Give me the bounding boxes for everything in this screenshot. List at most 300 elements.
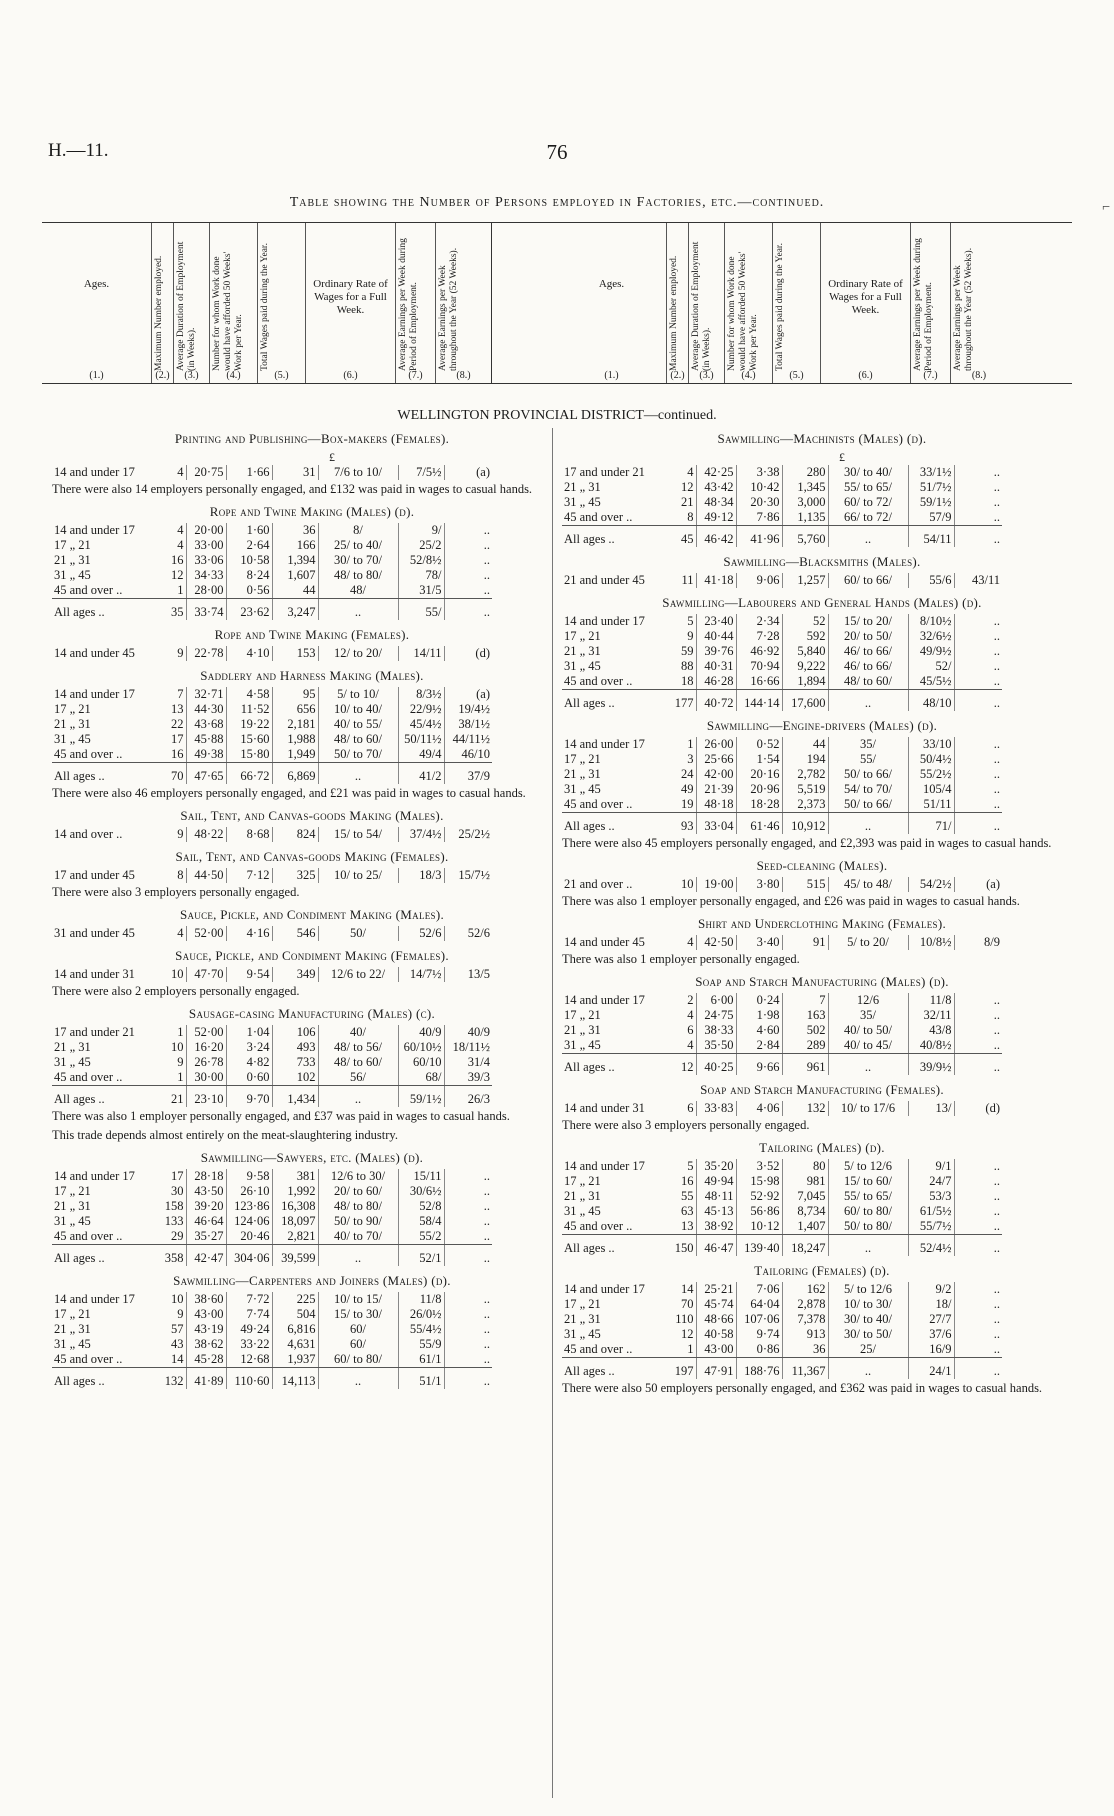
value-cell: .. bbox=[483, 1374, 490, 1388]
value-cell: .. bbox=[993, 480, 1000, 494]
value-cell: 45/5½ bbox=[908, 674, 954, 690]
value-cell: 20·96 bbox=[736, 782, 782, 797]
age-cell: 14 and under 31 bbox=[564, 1101, 645, 1115]
value-cell: 12 bbox=[672, 480, 696, 495]
value-cell: 45/4½ bbox=[398, 717, 444, 732]
value-cell: 50/11½ bbox=[398, 732, 444, 747]
table-section bbox=[562, 916, 1082, 967]
value-cell: 22·78 bbox=[186, 646, 226, 661]
value-cell: 21 bbox=[672, 495, 696, 510]
section-heading: Saddlery and Harness Making (Males). bbox=[200, 668, 424, 683]
section-heading: Sawmilling—Engine-drivers (Males) (d). bbox=[706, 718, 938, 733]
value-cell: 21·39 bbox=[696, 782, 736, 797]
value-cell: 17 bbox=[162, 732, 186, 747]
column-header-label: Average Earnings per Week during Period of Employment. bbox=[913, 238, 934, 371]
value-cell: 7·72 bbox=[226, 1292, 272, 1307]
table-section bbox=[52, 1273, 572, 1389]
age-cell: 14 and under 17 bbox=[54, 465, 135, 479]
value-cell: 50/ to 66/ bbox=[828, 797, 908, 813]
column-header-1 bbox=[42, 223, 152, 383]
value-cell: 25·21 bbox=[696, 1282, 736, 1297]
value-cell: 28·18 bbox=[186, 1169, 226, 1184]
age-cell: All ages .. bbox=[564, 532, 615, 546]
value-cell: 7/6 to 10/ bbox=[318, 465, 398, 480]
value-cell: 2·64 bbox=[226, 538, 272, 553]
value-cell: 25/ to 40/ bbox=[318, 538, 398, 553]
value-cell: 20·00 bbox=[186, 523, 226, 538]
value-cell: 38/1½ bbox=[458, 717, 490, 731]
value-cell: .. bbox=[828, 1054, 908, 1076]
value-cell: .. bbox=[318, 1368, 398, 1390]
value-cell: 46/ to 66/ bbox=[828, 644, 908, 659]
value-cell: 80 bbox=[782, 1159, 828, 1174]
table-row bbox=[562, 465, 1002, 480]
value-cell: 9·66 bbox=[736, 1054, 782, 1076]
value-cell: 35 bbox=[162, 599, 186, 621]
value-cell: 1·66 bbox=[226, 465, 272, 480]
table-row bbox=[562, 1038, 1002, 1054]
table-section bbox=[52, 504, 572, 620]
value-cell: 61/1 bbox=[398, 1352, 444, 1368]
age-cell: 31 „ 45 bbox=[564, 782, 601, 796]
section-heading: Sawmilling—Labourers and General Hands (Males) (d). bbox=[662, 595, 982, 610]
age-cell: 14 and under 17 bbox=[564, 993, 645, 1007]
value-cell: 49·38 bbox=[186, 747, 226, 763]
table-section bbox=[562, 431, 1082, 547]
value-cell: .. bbox=[483, 1184, 490, 1198]
value-cell: (d) bbox=[475, 646, 490, 660]
column-headers-left bbox=[42, 223, 557, 383]
value-cell: 25/ bbox=[828, 1342, 908, 1358]
value-cell: 48/ to 60/ bbox=[318, 732, 398, 747]
value-cell: 15/ to 60/ bbox=[828, 1174, 908, 1189]
data-table bbox=[562, 614, 1002, 711]
value-cell: 139·40 bbox=[736, 1235, 782, 1257]
value-cell: .. bbox=[954, 1219, 1002, 1235]
total-row bbox=[562, 690, 1002, 712]
age-cell: 45 and over .. bbox=[562, 1219, 672, 1235]
column-header-label: Number for whom Work done would have afforded 50 Weeks' Work per Year. bbox=[727, 251, 759, 371]
value-cell: 54/ to 70/ bbox=[828, 782, 908, 797]
age-cell: 17 „ 21 bbox=[564, 1297, 601, 1311]
value-cell: 1,394 bbox=[272, 553, 318, 568]
column-header-number: (8.) bbox=[971, 370, 987, 381]
value-cell: 289 bbox=[782, 1038, 828, 1054]
right-column bbox=[562, 428, 1082, 1403]
value-cell: 4 bbox=[162, 465, 186, 480]
column-header-4 bbox=[725, 223, 773, 383]
column-divider bbox=[552, 428, 553, 1798]
value-cell: 26·00 bbox=[696, 737, 736, 752]
table-row bbox=[52, 1025, 492, 1040]
value-cell: .. bbox=[483, 1199, 490, 1213]
value-cell: 8·68 bbox=[226, 827, 272, 842]
data-table bbox=[52, 827, 492, 842]
value-cell: 51/7½ bbox=[908, 480, 954, 495]
age-cell: 14 and under 17 bbox=[54, 523, 135, 537]
value-cell: 5/ to 12/6 bbox=[828, 1282, 908, 1297]
value-cell: 29 bbox=[162, 1229, 186, 1245]
page-ref: H.—11. bbox=[48, 140, 109, 161]
age-cell: 14 and under 17 bbox=[564, 614, 645, 628]
value-cell: 30/ to 40/ bbox=[828, 1312, 908, 1327]
value-cell: 197 bbox=[672, 1358, 696, 1380]
value-cell: 10/ to 40/ bbox=[318, 702, 398, 717]
table-row bbox=[562, 1023, 1002, 1038]
value-cell: 46/ to 66/ bbox=[828, 659, 908, 674]
value-cell: 19 bbox=[672, 797, 696, 813]
section-note: There were also 3 employers personally engaged. bbox=[52, 885, 300, 899]
value-cell: 10·42 bbox=[736, 480, 782, 495]
data-table bbox=[52, 868, 492, 883]
age-cell: 31 „ 45 bbox=[564, 495, 601, 509]
age-cell: 21 „ 31 bbox=[54, 1040, 91, 1054]
value-cell: .. bbox=[318, 763, 398, 785]
value-cell: 158 bbox=[162, 1199, 186, 1214]
total-row bbox=[52, 1368, 492, 1390]
value-cell: 132 bbox=[782, 1101, 828, 1116]
value-cell: 39,599 bbox=[272, 1245, 318, 1267]
column-header-label: Maximum Number employed. bbox=[669, 255, 679, 371]
value-cell: 40·31 bbox=[696, 659, 736, 674]
table-row bbox=[562, 573, 1002, 588]
value-cell: .. bbox=[318, 599, 398, 621]
table-row bbox=[52, 538, 492, 553]
age-cell: 17 „ 21 bbox=[54, 702, 91, 716]
value-cell: 47·91 bbox=[696, 1358, 736, 1380]
value-cell: .. bbox=[993, 696, 1000, 710]
table-row bbox=[52, 568, 492, 583]
data-table bbox=[52, 523, 492, 620]
value-cell: 45·74 bbox=[696, 1297, 736, 1312]
value-cell: 40·58 bbox=[696, 1327, 736, 1342]
value-cell: .. bbox=[993, 1204, 1000, 1218]
age-cell: 14 and over .. bbox=[54, 827, 123, 841]
value-cell: 1,607 bbox=[272, 568, 318, 583]
value-cell: 44 bbox=[272, 583, 318, 599]
value-cell: 26/3 bbox=[467, 1092, 490, 1106]
value-cell: 18/ bbox=[908, 1297, 954, 1312]
table-row bbox=[52, 523, 492, 538]
value-cell: 50/ bbox=[318, 926, 398, 941]
value-cell: 15·60 bbox=[226, 732, 272, 747]
age-cell: 14 and under 17 bbox=[564, 1282, 645, 1296]
value-cell: 52/4½ bbox=[908, 1235, 954, 1257]
age-cell: 45 and over .. bbox=[52, 1070, 162, 1086]
value-cell: 14 bbox=[162, 1352, 186, 1368]
value-cell: 1,257 bbox=[782, 573, 828, 588]
value-cell: 45 bbox=[672, 526, 696, 548]
value-cell: 153 bbox=[272, 646, 318, 661]
value-cell: 30/ to 40/ bbox=[828, 465, 908, 480]
value-cell: 34·33 bbox=[186, 568, 226, 583]
value-cell: 3·38 bbox=[736, 465, 782, 480]
value-cell: 26·78 bbox=[186, 1055, 226, 1070]
value-cell: .. bbox=[993, 1327, 1000, 1341]
table-row bbox=[52, 1184, 492, 1199]
value-cell: 12 bbox=[672, 1327, 696, 1342]
table-section bbox=[52, 668, 572, 801]
column-header-1 bbox=[557, 223, 667, 383]
column-header-number: (7.) bbox=[408, 370, 423, 381]
value-cell: .. bbox=[318, 1086, 398, 1108]
value-cell: 55/2½ bbox=[908, 767, 954, 782]
value-cell: 39·20 bbox=[186, 1199, 226, 1214]
column-header-label: Ordinary Rate of Wages for a Full Week. bbox=[828, 278, 903, 316]
value-cell: 11 bbox=[672, 573, 696, 588]
column-header-number: (4.) bbox=[741, 370, 756, 381]
age-cell: 31 „ 45 bbox=[54, 1337, 91, 1351]
age-cell: 31 „ 45 bbox=[54, 568, 91, 582]
value-cell: 23·62 bbox=[226, 599, 272, 621]
data-table bbox=[562, 573, 1002, 588]
column-header-6 bbox=[821, 223, 911, 383]
value-cell: 1 bbox=[672, 737, 696, 752]
value-cell: 12 bbox=[162, 568, 186, 583]
column-header-8 bbox=[436, 223, 492, 383]
value-cell: 16 bbox=[162, 553, 186, 568]
value-cell: 225 bbox=[272, 1292, 318, 1307]
value-cell: 40/8½ bbox=[908, 1038, 954, 1054]
data-table bbox=[52, 646, 492, 661]
column-header-2 bbox=[152, 223, 174, 383]
value-cell: 1,135 bbox=[782, 510, 828, 526]
table-section bbox=[52, 808, 572, 842]
value-cell: .. bbox=[483, 1251, 490, 1265]
value-cell: 60/ to 80/ bbox=[318, 1352, 398, 1368]
value-cell: 55/ bbox=[828, 752, 908, 767]
table-section bbox=[562, 1140, 1082, 1256]
value-cell: 9 bbox=[162, 1055, 186, 1070]
value-cell: 25/2 bbox=[398, 538, 444, 553]
value-cell: 42·00 bbox=[696, 767, 736, 782]
table-row bbox=[52, 465, 492, 480]
value-cell: 10 bbox=[162, 967, 186, 982]
age-cell: 17 „ 21 bbox=[54, 1184, 91, 1198]
column-header-label: Average Duration of Employment (in Weeks). bbox=[176, 241, 197, 371]
value-cell: 15/ to 30/ bbox=[318, 1307, 398, 1322]
value-cell: 33·04 bbox=[696, 813, 736, 835]
value-cell: 12·68 bbox=[226, 1352, 272, 1368]
section-heading: Sawmilling—Blacksmiths (Males). bbox=[723, 554, 921, 569]
value-cell: 41·89 bbox=[186, 1368, 226, 1390]
value-cell: 49·12 bbox=[696, 510, 736, 526]
value-cell: 43·00 bbox=[696, 1342, 736, 1358]
value-cell: 43·68 bbox=[186, 717, 226, 732]
value-cell: 5/ to 10/ bbox=[318, 687, 398, 702]
age-cell: 21 and under 45 bbox=[564, 573, 645, 587]
value-cell: 38·33 bbox=[696, 1023, 736, 1038]
value-cell: .. bbox=[954, 674, 1002, 690]
value-cell: 10/ to 25/ bbox=[318, 868, 398, 883]
column-header-7 bbox=[911, 223, 951, 383]
value-cell: 2·34 bbox=[736, 614, 782, 629]
table-row bbox=[562, 1219, 1002, 1235]
value-cell: 46·92 bbox=[736, 644, 782, 659]
value-cell: 45/ to 48/ bbox=[828, 877, 908, 892]
age-cell: 21 and over .. bbox=[564, 877, 633, 891]
value-cell: 43·42 bbox=[696, 480, 736, 495]
age-cell: All ages .. bbox=[54, 1092, 105, 1106]
value-cell: 39/9½ bbox=[908, 1054, 954, 1076]
value-cell: 63 bbox=[672, 1204, 696, 1219]
value-cell: 16 bbox=[672, 1174, 696, 1189]
value-cell: 52·92 bbox=[736, 1189, 782, 1204]
value-cell: 60/10½ bbox=[398, 1040, 444, 1055]
value-cell: 124·06 bbox=[226, 1214, 272, 1229]
table-row bbox=[562, 737, 1002, 752]
column-header-number: (7.) bbox=[923, 370, 938, 381]
value-cell: 1 bbox=[672, 1342, 696, 1358]
section-note: There was also 1 employer personally engaged. bbox=[562, 952, 800, 966]
total-row bbox=[562, 1235, 1002, 1257]
value-cell: 55/ bbox=[398, 599, 444, 621]
value-cell: 7·28 bbox=[736, 629, 782, 644]
value-cell: 56·86 bbox=[736, 1204, 782, 1219]
value-cell: 40·72 bbox=[696, 690, 736, 712]
value-cell: 38·62 bbox=[186, 1337, 226, 1352]
age-cell: 21 „ 31 bbox=[564, 480, 601, 494]
section-note: This trade depends almost entirely on the meat-slaughtering industry. bbox=[52, 1128, 398, 1142]
value-cell: 5 bbox=[672, 1159, 696, 1174]
value-cell: 166 bbox=[272, 538, 318, 553]
table-row bbox=[52, 868, 492, 883]
value-cell: 6,816 bbox=[272, 1322, 318, 1337]
table-row bbox=[52, 1169, 492, 1184]
data-table bbox=[562, 737, 1002, 834]
value-cell: 36 bbox=[272, 523, 318, 538]
data-table bbox=[562, 1159, 1002, 1256]
age-cell: 14 and under 45 bbox=[564, 935, 645, 949]
value-cell: 43/11 bbox=[971, 573, 1000, 587]
value-cell: .. bbox=[483, 1292, 490, 1306]
table-row bbox=[52, 1292, 492, 1307]
column-header-number: (6.) bbox=[858, 370, 873, 381]
table-row bbox=[52, 702, 492, 717]
column-header-number: (1.) bbox=[89, 370, 104, 381]
value-cell: 35·27 bbox=[186, 1229, 226, 1245]
value-cell: 12/ to 20/ bbox=[318, 646, 398, 661]
value-cell: 9 bbox=[162, 646, 186, 661]
table-row bbox=[52, 583, 492, 599]
value-cell: 44·30 bbox=[186, 702, 226, 717]
value-cell: 1 bbox=[162, 583, 186, 599]
value-cell: 28·00 bbox=[186, 583, 226, 599]
value-cell: 48/ to 60/ bbox=[318, 1055, 398, 1070]
value-cell: 1,434 bbox=[272, 1086, 318, 1108]
value-cell: 11·52 bbox=[226, 702, 272, 717]
column-header-5 bbox=[258, 223, 306, 383]
table-section bbox=[562, 974, 1082, 1075]
section-heading: Tailoring (Females) (d). bbox=[754, 1263, 890, 1278]
value-cell: 40/ to 45/ bbox=[828, 1038, 908, 1054]
value-cell: 515 bbox=[782, 877, 828, 892]
age-cell: 45 and over .. bbox=[52, 1352, 162, 1368]
value-cell: 8/3½ bbox=[398, 687, 444, 702]
column-header-number: (3.) bbox=[699, 370, 714, 381]
column-header-label: Average Earnings per Week throughout the Year (52 Weeks). bbox=[438, 247, 459, 371]
value-cell: .. bbox=[483, 538, 490, 552]
value-cell: 41·18 bbox=[696, 573, 736, 588]
value-cell: 8·24 bbox=[226, 568, 272, 583]
value-cell: 54/2½ bbox=[908, 877, 954, 892]
data-table bbox=[52, 687, 492, 784]
value-cell: 0·52 bbox=[736, 737, 782, 752]
value-cell: 4 bbox=[672, 465, 696, 480]
value-cell: 358 bbox=[162, 1245, 186, 1267]
value-cell: 1,407 bbox=[782, 1219, 828, 1235]
value-cell: 30·00 bbox=[186, 1070, 226, 1086]
value-cell: 4·58 bbox=[226, 687, 272, 702]
value-cell: 40·25 bbox=[696, 1054, 736, 1076]
value-cell: 4·16 bbox=[226, 926, 272, 941]
column-header-label: Ages. bbox=[598, 278, 625, 290]
value-cell: 4·06 bbox=[736, 1101, 782, 1116]
value-cell: 3,247 bbox=[272, 599, 318, 621]
value-cell: 7/5½ bbox=[398, 465, 444, 480]
value-cell: 32/6½ bbox=[908, 629, 954, 644]
age-cell: 17 „ 21 bbox=[564, 629, 601, 643]
data-table bbox=[52, 1169, 492, 1266]
age-cell: 17 „ 21 bbox=[54, 1307, 91, 1321]
value-cell: 43·19 bbox=[186, 1322, 226, 1337]
age-cell: All ages .. bbox=[564, 819, 615, 833]
value-cell: 19·00 bbox=[696, 877, 736, 892]
value-cell: 42·47 bbox=[186, 1245, 226, 1267]
value-cell: .. bbox=[993, 1364, 1000, 1378]
column-header-label: Total Wages paid during the Year. bbox=[775, 243, 785, 371]
table-row bbox=[562, 782, 1002, 797]
value-cell: 30 bbox=[162, 1184, 186, 1199]
table-row bbox=[52, 926, 492, 941]
value-cell: 10·58 bbox=[226, 553, 272, 568]
value-cell: .. bbox=[954, 510, 1002, 526]
value-cell: 70·94 bbox=[736, 659, 782, 674]
value-cell: (d) bbox=[985, 1101, 1000, 1115]
value-cell: 45·13 bbox=[696, 1204, 736, 1219]
value-cell: 6 bbox=[672, 1101, 696, 1116]
value-cell: 55/ to 65/ bbox=[828, 1189, 908, 1204]
age-cell: 14 and under 17 bbox=[54, 687, 135, 701]
value-cell: 18,097 bbox=[272, 1214, 318, 1229]
value-cell: 37/6 bbox=[908, 1327, 954, 1342]
value-cell: 10/ to 30/ bbox=[828, 1297, 908, 1312]
value-cell: 2,181 bbox=[272, 717, 318, 732]
value-cell: 15/11 bbox=[398, 1169, 444, 1184]
value-cell: 11/8 bbox=[398, 1292, 444, 1307]
value-cell: 8/9 bbox=[984, 935, 1000, 949]
value-cell: 50/ to 90/ bbox=[318, 1214, 398, 1229]
age-cell: 21 „ 31 bbox=[564, 767, 601, 781]
value-cell: 39/3 bbox=[444, 1070, 492, 1086]
table-row bbox=[52, 1070, 492, 1086]
value-cell: 56/ bbox=[318, 1070, 398, 1086]
column-header-label: Maximum Number employed. bbox=[154, 255, 164, 371]
value-cell: .. bbox=[993, 644, 1000, 658]
table-row bbox=[52, 1322, 492, 1337]
value-cell: 592 bbox=[782, 629, 828, 644]
value-cell: 15·80 bbox=[226, 747, 272, 763]
value-cell: .. bbox=[993, 629, 1000, 643]
total-row bbox=[562, 1358, 1002, 1380]
value-cell: .. bbox=[483, 1169, 490, 1183]
value-cell: 91 bbox=[782, 935, 828, 950]
value-cell: .. bbox=[828, 1235, 908, 1257]
value-cell: 10 bbox=[162, 1292, 186, 1307]
table-row bbox=[562, 993, 1002, 1008]
value-cell: 5,519 bbox=[782, 782, 828, 797]
total-row bbox=[52, 763, 492, 785]
